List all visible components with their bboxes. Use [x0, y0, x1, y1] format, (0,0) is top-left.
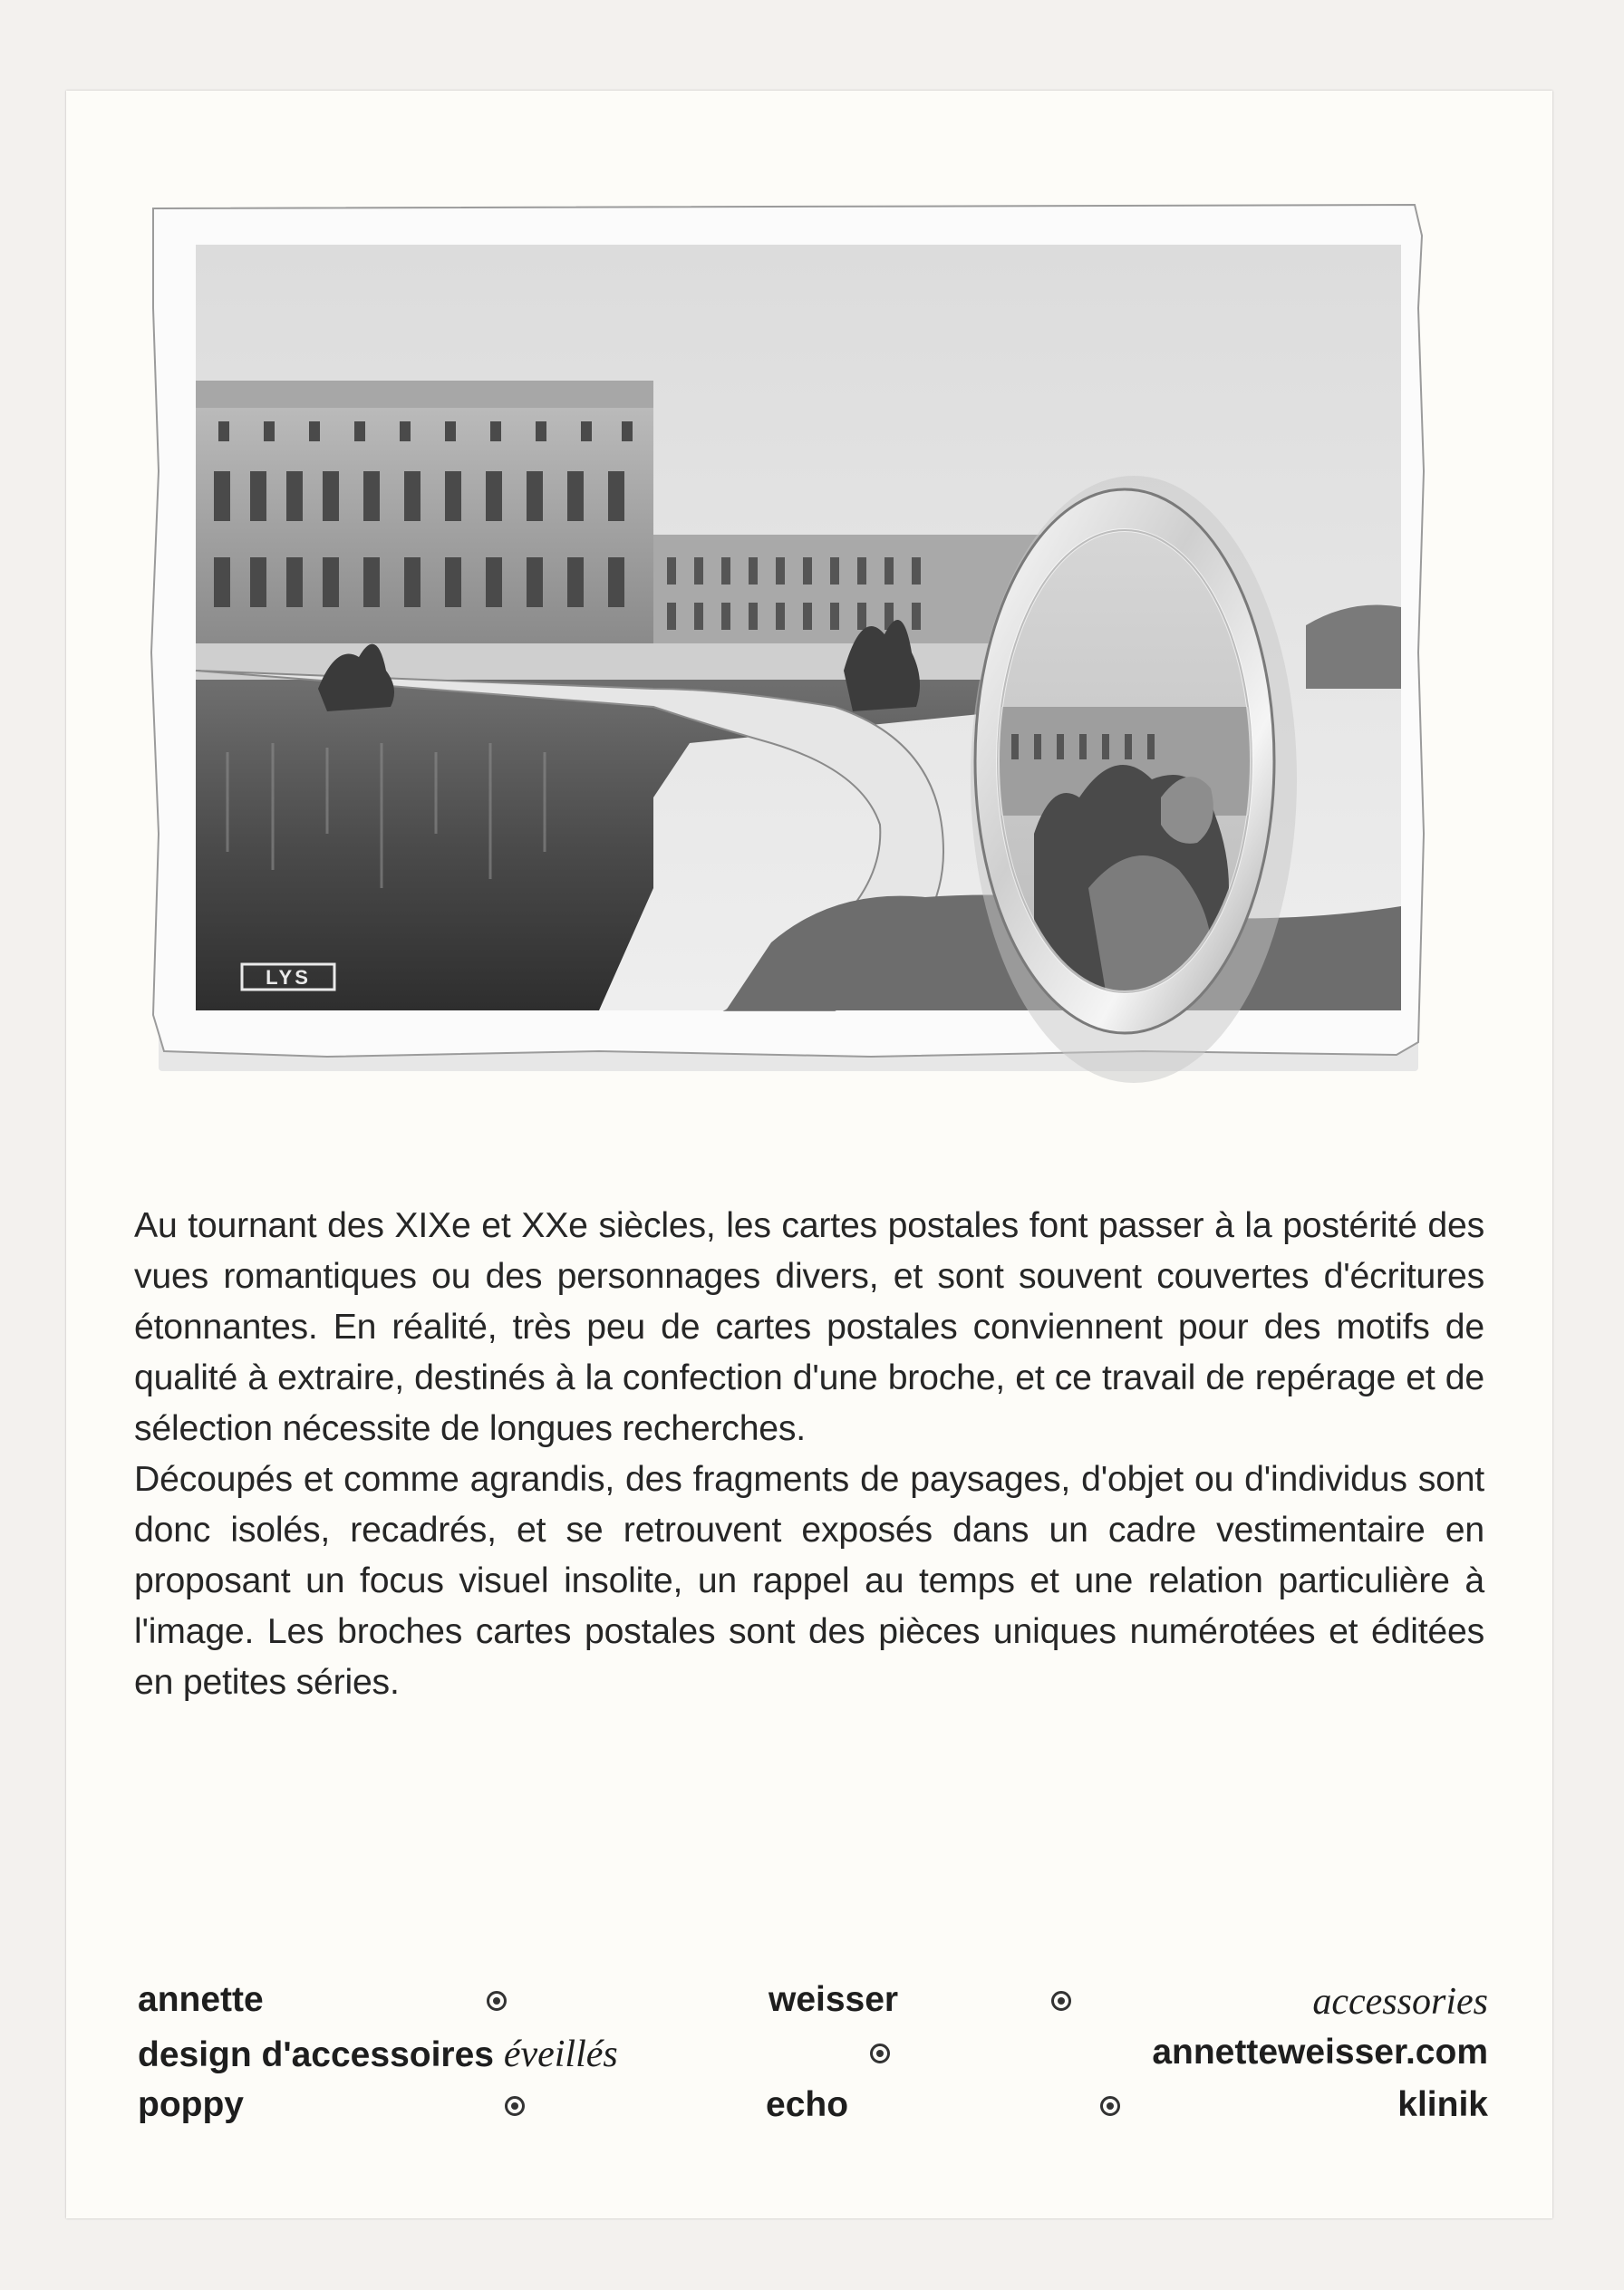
brand-accessories: accessories [1312, 1981, 1488, 2023]
lys-stamp: LYS [266, 966, 311, 989]
description-paragraph-1: Au tournant des XIXe et XXe siècles, les cartes postales font passer à la postérité des vues romantiques ou des personnages divers, et sont souvent couvertes d'écritures étonnantes. En réalité, très peu de cartes postales conviennent pour des motifs de qualité à extraire, destinés à la confection d'une broche, et ce travail de repérage et de sélection nécessite de longues recherches. [134, 1206, 1484, 1448]
collection-poppy: poppy [138, 2085, 244, 2124]
brand-footer [138, 1980, 1488, 2138]
postcard [66, 91, 1552, 2218]
collection-klinik: klinik [1397, 2085, 1488, 2124]
footer-row-2 [138, 2033, 1488, 2085]
footer-row-1 [138, 1980, 1488, 2033]
tagline-text: design d'accessoires [138, 2035, 504, 2074]
versailles-photo-illustration [146, 199, 1433, 1087]
tagline-italic: éveillés [503, 2034, 618, 2075]
description-text [134, 1201, 1484, 1708]
bullet-dot-icon [1051, 1991, 1071, 2011]
bullet-dot-icon [1100, 2096, 1120, 2116]
description-paragraph-2: Découpés et comme agrandis, des fragments de paysages, d'objet ou d'individus sont donc isolés, recadrés, et se retrouvent exposés dans un cadre vestimentaire en proposant un focus visuel insolite, un rappel au temps et une relation particulière à l'image. Les broches cartes postales sont des pièces uniques numérotées et éditées en petites séries. [134, 1460, 1484, 1702]
vintage-photo-with-oval-brooch [146, 199, 1433, 1087]
collection-echo: echo [766, 2085, 849, 2124]
bullet-dot-icon [505, 2096, 525, 2116]
brand-tagline [138, 2033, 618, 2076]
footer-row-3 [138, 2085, 1488, 2138]
bullet-dot-icon [487, 1991, 507, 2011]
bullet-dot-icon [870, 2044, 890, 2063]
oval-brooch [971, 476, 1297, 1083]
brand-last-name: weisser [768, 1980, 899, 2019]
brand-first-name: annette [138, 1980, 264, 2019]
website-link[interactable]: annetteweisser.com [1152, 2033, 1488, 2072]
